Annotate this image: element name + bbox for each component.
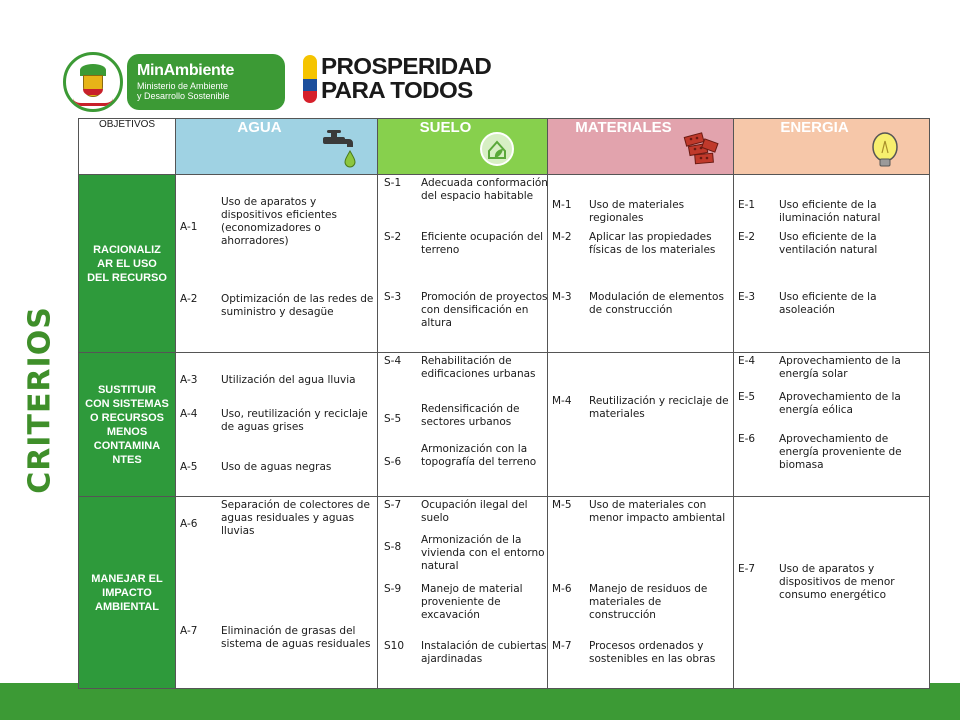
agua-cell	[176, 497, 378, 689]
header-suelo-label: SUELO	[419, 119, 472, 136]
criterion-code: A-5	[180, 461, 198, 473]
suelo-cell	[378, 497, 548, 689]
colombia-seal-icon	[63, 52, 123, 112]
bricks-icon	[681, 129, 721, 169]
criterion-text: Aprovechamiento de energía proveniente de biomasa	[779, 433, 902, 471]
criterion-code: E-1	[738, 199, 756, 211]
criterion-item	[384, 534, 548, 573]
criterion-item	[180, 499, 376, 538]
header-suelo	[378, 119, 548, 175]
prosperidad-text	[321, 54, 491, 102]
colombia-flag-icon	[303, 55, 317, 103]
criterion-code: E-3	[738, 291, 756, 303]
criterion-text: Adecuada conformación del espacio habitable	[421, 177, 548, 202]
criterion-item	[384, 355, 548, 381]
criterion-item	[384, 499, 548, 525]
criterion-code: S10	[384, 640, 405, 652]
criterion-text: Armonización de la vivienda con el entorno natural	[421, 534, 545, 572]
faucet-icon	[319, 129, 359, 169]
criterion-text: Uso eficiente de la ventilación natural	[779, 231, 878, 256]
objective-cell: SUSTITUIR CON SISTEMAS O RECURSOS MENOS CONTAMINA NTES	[79, 353, 176, 497]
header-agua	[176, 119, 378, 175]
criterion-item	[552, 291, 730, 317]
criterion-code: E-4	[738, 355, 756, 367]
criterion-code: M-7	[552, 640, 572, 652]
criterion-item	[738, 563, 928, 602]
house-leaf-icon	[477, 129, 517, 169]
criterion-code: E-2	[738, 231, 756, 243]
criterion-item	[738, 291, 928, 317]
criterion-code: S-8	[384, 541, 402, 553]
criterion-item	[552, 199, 730, 225]
criterion-item	[552, 583, 730, 622]
criterion-code: A-2	[180, 293, 198, 305]
energia-cell	[734, 353, 930, 497]
criterion-item	[384, 177, 548, 203]
minambiente-subtitle-1: Ministerio de Ambiente	[137, 81, 229, 91]
criterion-text: Uso de aparatos y dispositivos de menor consumo energético	[779, 563, 895, 601]
criterion-text: Aplicar las propiedades físicas de los materiales	[589, 231, 716, 256]
criterion-item	[384, 640, 548, 666]
criterion-text: Armonización con la topografía del terreno	[421, 443, 537, 468]
materiales-cell	[548, 353, 734, 497]
criterion-item	[552, 640, 730, 666]
criterion-item	[552, 499, 730, 525]
criterion-text: Uso, reutilización y reciclaje de aguas grises	[221, 408, 368, 433]
criterion-item	[180, 196, 376, 248]
side-title-text: CRITERIOS	[22, 306, 58, 494]
materiales-cell	[548, 497, 734, 689]
criterion-text: Uso de materiales con menor impacto ambiental	[589, 499, 726, 524]
header-materiales-label: MATERIALES	[575, 119, 672, 136]
criterion-code: A-6	[180, 518, 198, 530]
criterion-code: S-6	[384, 456, 402, 468]
objective-cell: MANEJAR EL IMPACTO AMBIENTAL	[79, 497, 176, 689]
criterion-code: M-3	[552, 291, 572, 303]
criterion-text: Aprovechamiento de la energía solar	[779, 355, 901, 380]
prosperidad-line-2: PARA TODOS	[321, 77, 473, 103]
criterion-item	[738, 231, 928, 257]
table-row	[79, 497, 930, 689]
suelo-cell	[378, 175, 548, 353]
header-objetivos: OBJETIVOS	[79, 119, 176, 175]
criterion-item	[738, 391, 928, 417]
criterion-code: A-1	[180, 221, 198, 233]
objective-cell: RACIONALIZ AR EL USO DEL RECURSO	[79, 175, 176, 353]
prosperidad-line-1: PROSPERIDAD	[321, 53, 492, 79]
criterion-code: A-7	[180, 625, 198, 637]
criterion-text: Uso eficiente de la asoleación	[779, 291, 877, 316]
criterion-code: M-5	[552, 499, 572, 511]
criterion-text: Manejo de material proveniente de excavación	[421, 583, 523, 621]
minambiente-subtitle-2: y Desarrollo Sostenible	[137, 91, 230, 101]
criterion-item	[384, 583, 548, 622]
criterion-code: A-3	[180, 374, 198, 386]
criterion-item	[180, 374, 376, 387]
suelo-cell	[378, 353, 548, 497]
criterion-item	[180, 461, 376, 474]
criterion-code: M-2	[552, 231, 572, 243]
minambiente-logo	[63, 52, 285, 112]
table-row	[79, 353, 930, 497]
criterion-code: M-4	[552, 395, 572, 407]
materiales-cell	[548, 175, 734, 353]
criterion-item	[180, 625, 376, 651]
criterion-text: Eficiente ocupación del terreno	[421, 231, 544, 256]
criterion-text: Utilización del agua lluvia	[221, 374, 356, 386]
criterion-item	[552, 231, 730, 257]
criterion-text: Uso de aparatos y dispositivos eficientes (economizadores o ahorradores)	[221, 196, 337, 247]
criterion-item	[738, 199, 928, 225]
agua-cell	[176, 175, 378, 353]
criterion-text: Instalación de cubiertas ajardinadas	[421, 640, 547, 665]
criterion-item	[384, 231, 548, 257]
criterion-code: S-1	[384, 177, 402, 189]
criterion-text: Eliminación de grasas del sistema de aguas residuales	[221, 625, 371, 650]
criterion-text: Manejo de residuos de materiales de construcción	[589, 583, 708, 621]
criterion-text: Optimización de las redes de suministro y desagüe	[221, 293, 374, 318]
criterion-code: S-3	[384, 291, 402, 303]
minambiente-card	[127, 54, 285, 110]
prosperidad-logo	[303, 55, 503, 107]
criterion-text: Uso de materiales regionales	[589, 199, 685, 224]
criterion-text: Procesos ordenados y sostenibles en las obras	[589, 640, 716, 665]
criterion-text: Uso eficiente de la iluminación natural	[779, 199, 881, 224]
criterion-code: S-4	[384, 355, 402, 367]
criterion-item	[384, 291, 548, 330]
energia-cell	[734, 175, 930, 353]
criterion-code: S-2	[384, 231, 402, 243]
criterion-text: Promoción de proyectos con densificación en altura	[421, 291, 548, 329]
criterion-code: M-6	[552, 583, 572, 595]
energia-cell	[734, 497, 930, 689]
criterion-code: S-7	[384, 499, 402, 511]
criterion-text: Ocupación ilegal del suelo	[421, 499, 528, 524]
table-row	[79, 175, 930, 353]
criterion-item	[738, 355, 928, 381]
criterion-item	[180, 408, 376, 434]
criterion-text: Rehabilitación de edificaciones urbanas	[421, 355, 536, 380]
criterion-item	[180, 293, 376, 319]
table-header-row	[79, 119, 930, 175]
criterion-code: A-4	[180, 408, 198, 420]
header-energia-label: ENERGIA	[780, 119, 849, 136]
minambiente-brand: MinAmbiente	[137, 62, 235, 79]
criterion-code: M-1	[552, 199, 572, 211]
criterion-item	[738, 433, 928, 472]
criterion-text: Reutilización y reciclaje de materiales	[589, 395, 729, 420]
criterion-text: Modulación de elementos de construcción	[589, 291, 724, 316]
criterion-text: Redensificación de sectores urbanos	[421, 403, 520, 428]
header-energia	[734, 119, 930, 175]
criterion-code: E-5	[738, 391, 756, 403]
criterion-item	[384, 443, 548, 469]
lightbulb-icon	[865, 129, 905, 169]
criterion-code: E-7	[738, 563, 756, 575]
criterion-item	[552, 395, 730, 421]
header-materiales	[548, 119, 734, 175]
side-title	[22, 306, 58, 494]
criterion-text: Uso de aguas negras	[221, 461, 332, 473]
header-agua-label: AGUA	[237, 119, 282, 136]
criterion-text: Aprovechamiento de la energía eólica	[779, 391, 901, 416]
criterion-code: S-9	[384, 583, 402, 595]
criterion-text: Separación de colectores de aguas residuales y aguas lluvias	[221, 499, 370, 537]
criterion-code: S-5	[384, 413, 402, 425]
criteria-table	[78, 118, 930, 689]
criterion-item	[384, 403, 548, 429]
agua-cell	[176, 353, 378, 497]
criterion-code: E-6	[738, 433, 756, 445]
